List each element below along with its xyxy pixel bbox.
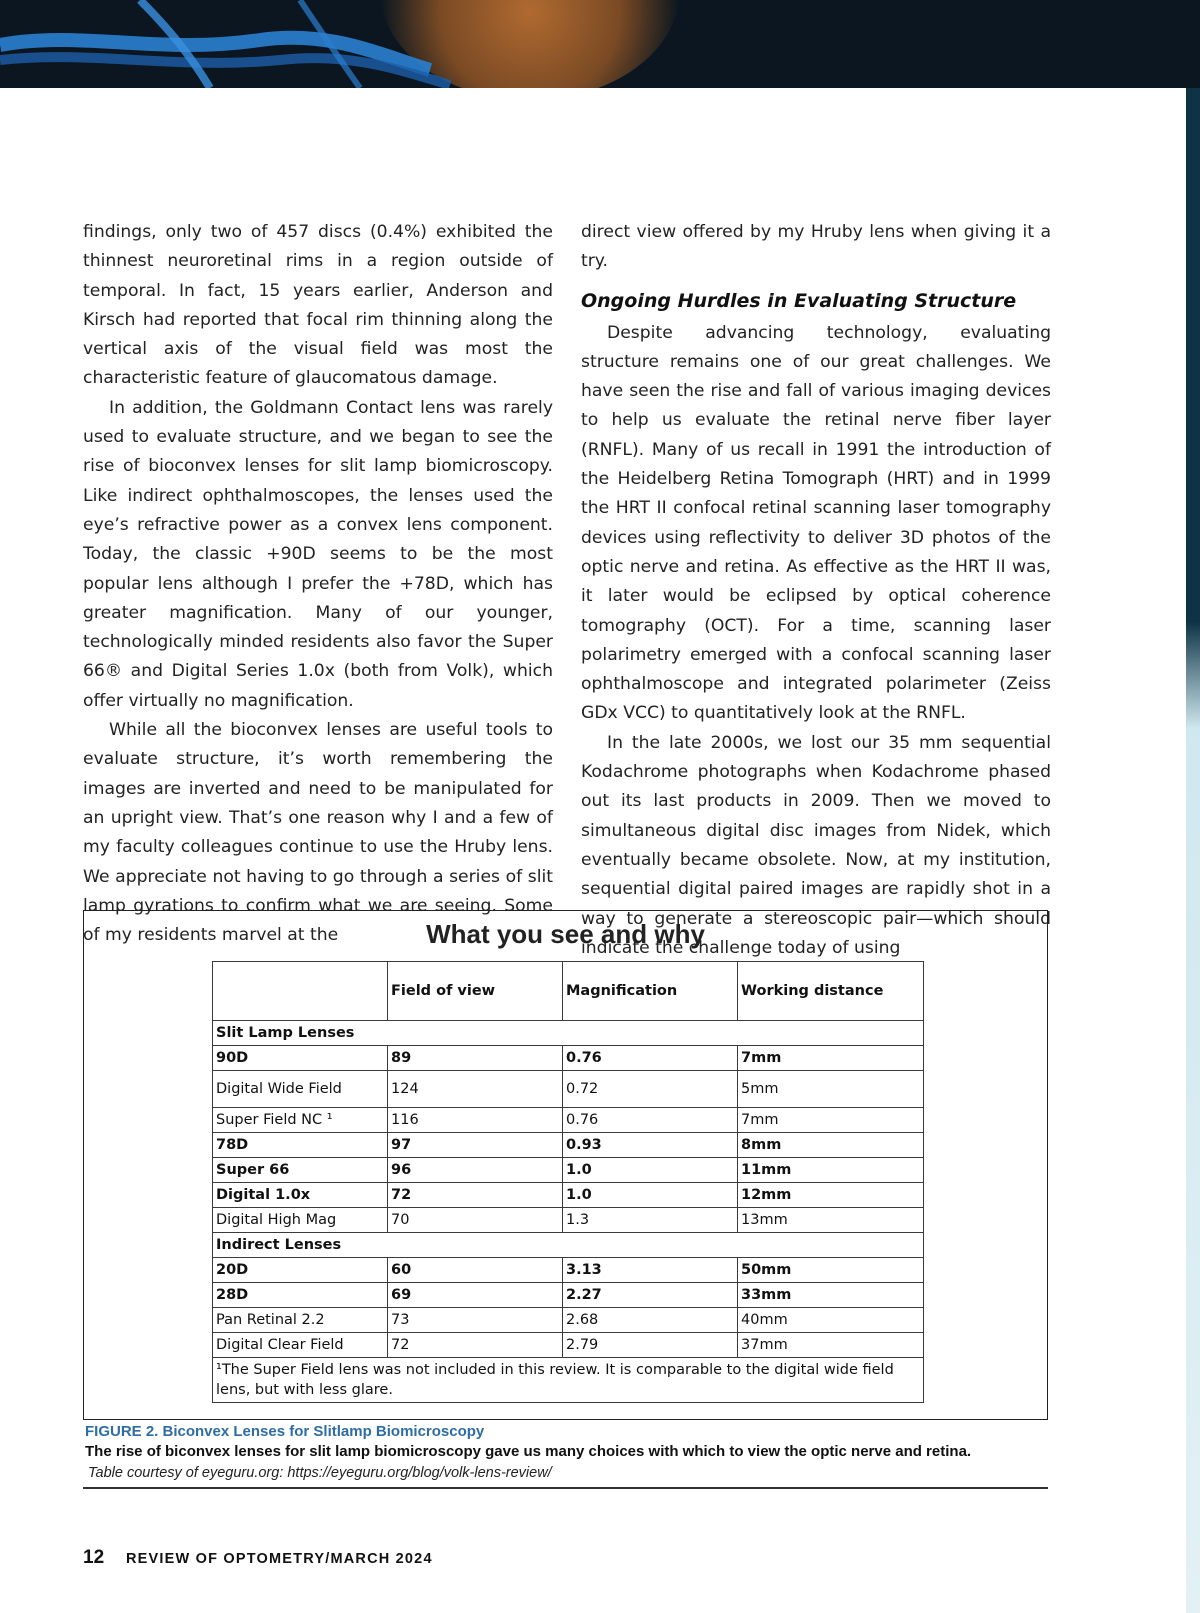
table-cell: 13mm — [738, 1208, 924, 1233]
table-cell: Super 66 — [213, 1158, 388, 1183]
table-cell: 7mm — [738, 1046, 924, 1071]
table-footnote-row — [213, 1358, 924, 1403]
table-row — [213, 1046, 924, 1071]
table-group-row — [213, 1233, 924, 1258]
table-row — [213, 1071, 924, 1108]
divider — [83, 1487, 1048, 1489]
figure-credit: Table courtesy of eyeguru.org: https://eyeguru.org/blog/volk-lens-review/ — [88, 1465, 552, 1481]
group-label: Slit Lamp Lenses — [213, 1021, 924, 1046]
group-label: Indirect Lenses — [213, 1233, 924, 1258]
table-cell: 8mm — [738, 1133, 924, 1158]
table-row — [213, 1258, 924, 1283]
retinal-vessel-graphic — [0, 0, 600, 88]
table-row — [213, 1308, 924, 1333]
table-cell: 28D — [213, 1283, 388, 1308]
table-cell: 69 — [388, 1283, 563, 1308]
table-cell: 96 — [388, 1158, 563, 1183]
table-row — [213, 1158, 924, 1183]
table-cell: 0.93 — [563, 1133, 738, 1158]
table-cell: 2.68 — [563, 1308, 738, 1333]
table-header: Magnification — [563, 962, 738, 1021]
table-cell: 97 — [388, 1133, 563, 1158]
figure-caption-title: FIGURE 2. Biconvex Lenses for Slitlamp Biomicroscopy — [85, 1423, 485, 1440]
table-cell: 89 — [388, 1046, 563, 1071]
table-cell: 2.79 — [563, 1333, 738, 1358]
table-cell: 33mm — [738, 1283, 924, 1308]
table-cell: 90D — [213, 1046, 388, 1071]
figure-table-box — [83, 910, 1048, 1420]
table-cell: 0.72 — [563, 1071, 738, 1108]
table-cell: Digital 1.0x — [213, 1183, 388, 1208]
paragraph: In the late 2000s, we lost our 35 mm sequential Kodachrome photographs when Kodachrome phased out its last products in 2009. Then we moved to simultaneous digital disc images from Nidek, which eventually became obsolete. Now, at my institution, sequential digital paired images are rapidly shot in a way to generate a stereoscopic pair—which should indicate the challenge today of using — [581, 732, 1051, 958]
section-subheading: Ongoing Hurdles in Evaluating Structure — [581, 289, 1017, 312]
paragraph: In addition, the Goldmann Contact lens was rarely used to evaluate structure, and we began to see the rise of bioconvex lenses for slit lamp biomicroscopy. Like indirect ophthalmoscopes, the lenses used the eye’s refractive power as a convex lens component. Today, the classic +90D seems to be the most popular lens although I prefer the +78D, which has greater magnification. Many of our younger, technologically minded residents also favor the Super 66® and Digital Series 1.0x (both from Volk), which offer virtually no magnification. — [83, 397, 553, 711]
page-number: 12 — [83, 1547, 105, 1568]
table-cell: 20D — [213, 1258, 388, 1283]
figure-title: What you see and why — [426, 919, 705, 949]
table-cell: 1.0 — [563, 1183, 738, 1208]
table-footnote: ¹The Super Field lens was not included in this review. It is comparable to the digital wide field lens, but with less glare. — [213, 1358, 924, 1403]
table-cell: 2.27 — [563, 1283, 738, 1308]
page-edge-decoration — [1186, 88, 1200, 1613]
table-cell: 7mm — [738, 1108, 924, 1133]
table-row — [213, 1183, 924, 1208]
table-header: Field of view — [388, 962, 563, 1021]
paragraph: findings, only two of 457 discs (0.4%) exhibited the thinnest neuroretinal rims in a region outside of temporal. In fact, 15 years earlier, Anderson and Kirsch had reported that focal rim thinning along the vertical axis of the visual field was most the characteristic feature of glaucomatous damage. — [83, 222, 553, 389]
table-cell: Pan Retinal 2.2 — [213, 1308, 388, 1333]
left-column — [83, 218, 553, 950]
table-row — [213, 1208, 924, 1233]
paragraph: direct view offered by my Hruby lens when giving it a try. — [581, 222, 1051, 272]
paragraph: Despite advancing technology, evaluating structure remains one of our great challenges. We have seen the rise and fall of various imaging devices to help us evaluate the retinal nerve fiber layer (RNFL). Many of us recall in 1991 the introduction of the Heidelberg Retina Tomograph (HRT) and in 1999 the HRT II confocal retinal scanning laser tomography devices using reflectivity to deliver 3D photos of the optic nerve and retina. As effective as the HRT II was, it later would be eclipsed by optical coherence tomography (OCT). For a time, scanning laser polarimetry emerged with a confocal scanning laser ophthalmoscope and integrated polarimeter (Zeiss GDx VCC) to quantitatively look at the RNFL. — [581, 322, 1051, 724]
table-cell: 73 — [388, 1308, 563, 1333]
table-cell: Digital Wide Field — [213, 1071, 388, 1108]
table-cell: 50mm — [738, 1258, 924, 1283]
table-cell: 78D — [213, 1133, 388, 1158]
table-cell: 3.13 — [563, 1258, 738, 1283]
table-cell: 1.0 — [563, 1158, 738, 1183]
table-cell: 124 — [388, 1071, 563, 1108]
table-row — [213, 1108, 924, 1133]
table-cell: 5mm — [738, 1071, 924, 1108]
right-column — [581, 218, 1051, 963]
table-header-row — [213, 962, 924, 1021]
table-cell: 60 — [388, 1258, 563, 1283]
table-cell: Digital High Mag — [213, 1208, 388, 1233]
table-cell: Digital Clear Field — [213, 1333, 388, 1358]
table-cell: 0.76 — [563, 1046, 738, 1071]
table-header: Working distance — [738, 962, 924, 1021]
table-cell: 11mm — [738, 1158, 924, 1183]
lens-table — [212, 961, 924, 1403]
table-cell: 40mm — [738, 1308, 924, 1333]
table-row — [213, 1333, 924, 1358]
table-cell: 1.3 — [563, 1208, 738, 1233]
table-row — [213, 1283, 924, 1308]
table-cell: 116 — [388, 1108, 563, 1133]
figure-caption-text: The rise of biconvex lenses for slit lamp biomicroscopy gave us many choices with which to view the optic nerve and retina. — [85, 1443, 972, 1460]
table-group-row — [213, 1021, 924, 1046]
table-cell: 37mm — [738, 1333, 924, 1358]
table-cell: 72 — [388, 1333, 563, 1358]
table-cell: 12mm — [738, 1183, 924, 1208]
header-banner-image — [0, 0, 1200, 88]
table-cell: 70 — [388, 1208, 563, 1233]
table-cell: Super Field NC ¹ — [213, 1108, 388, 1133]
table-row — [213, 1133, 924, 1158]
publication-footer: REVIEW OF OPTOMETRY/MARCH 2024 — [126, 1551, 433, 1567]
table-header — [213, 962, 388, 1021]
paragraph: While all the bioconvex lenses are useful tools to evaluate structure, it’s worth remembering the images are inverted and need to be manipulated for an upright view. That’s one reason why I and a few of my faculty colleagues continue to use the Hruby lens. We appreciate not having to go through a series of slit lamp gyrations to confirm what we are seeing. Some of my residents marvel at the — [83, 720, 553, 946]
table-cell: 0.76 — [563, 1108, 738, 1133]
table-cell: 72 — [388, 1183, 563, 1208]
